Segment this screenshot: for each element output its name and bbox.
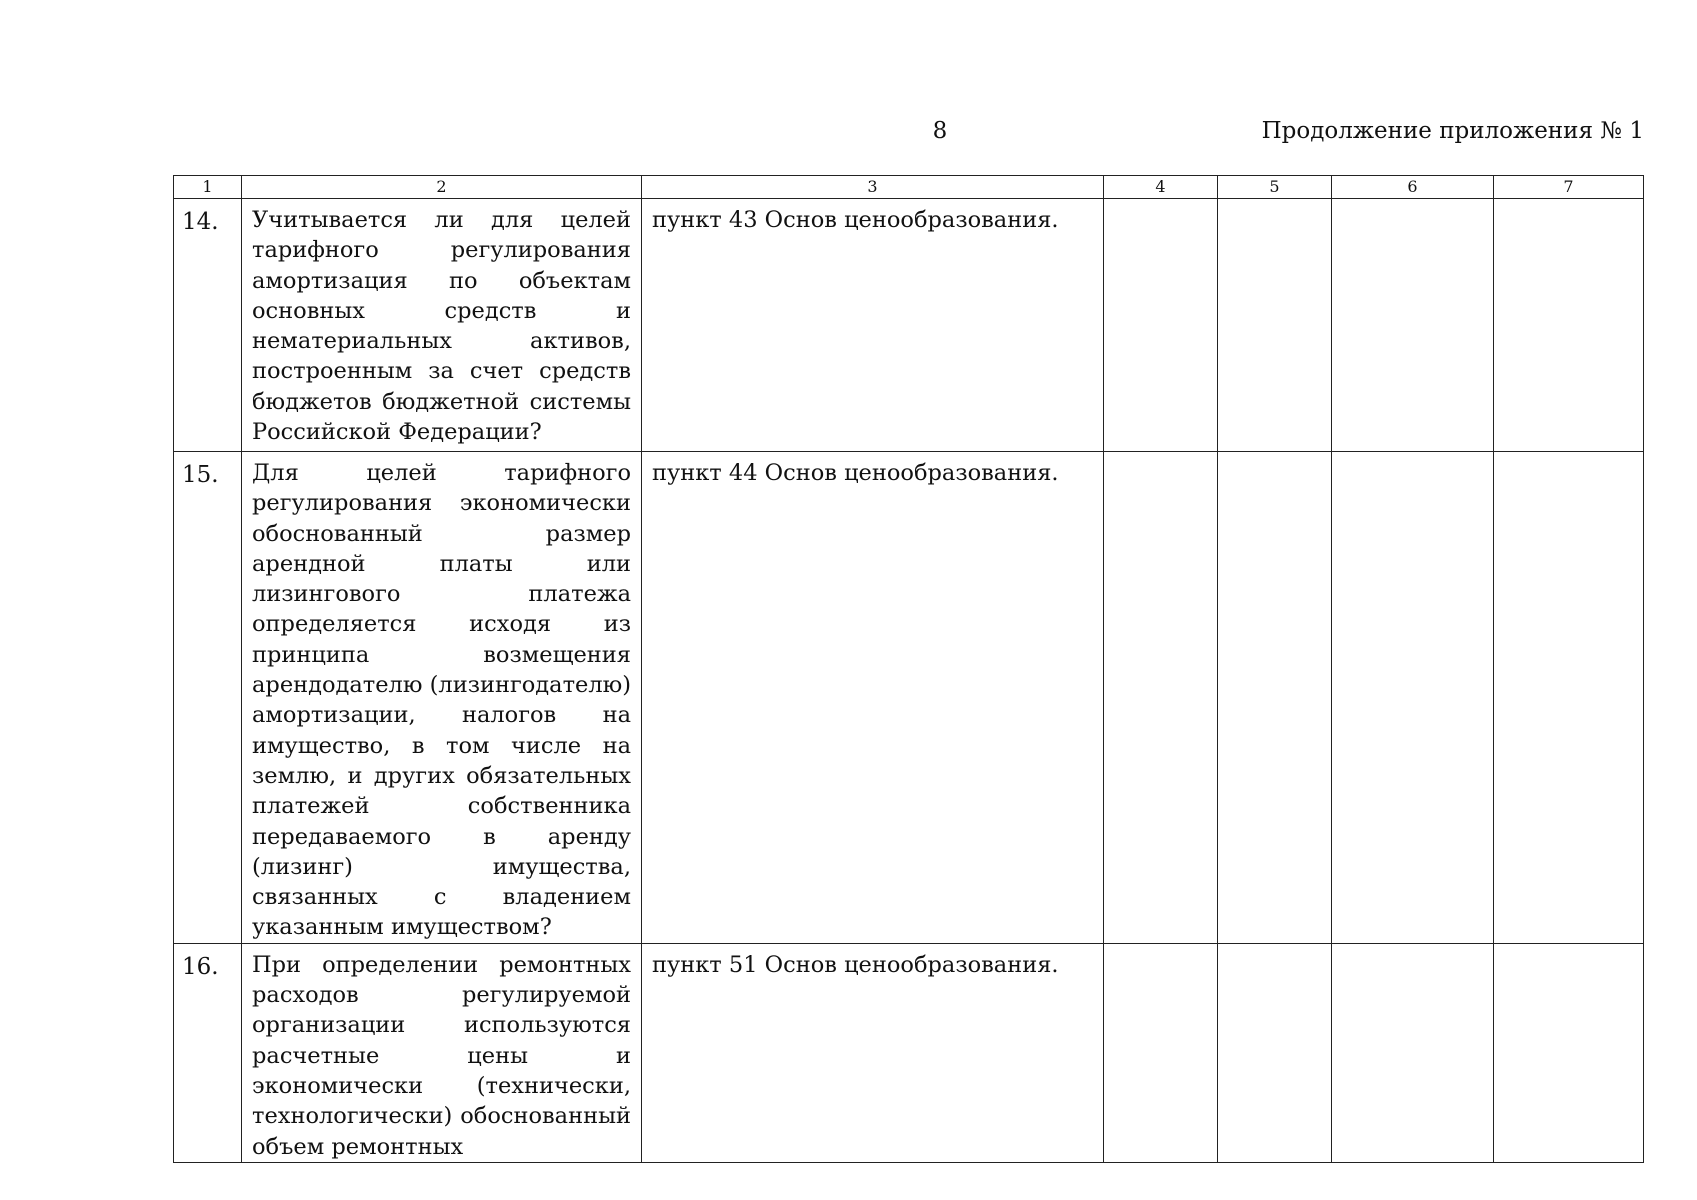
legal-reference: пункт 44 Основ ценообразования. [642,452,1104,944]
row-number: 15. [174,452,242,944]
legal-reference: пункт 51 Основ ценообразования. [642,943,1104,1162]
page-number: 8 [932,118,948,144]
column-header-4: 4 [1104,176,1218,199]
column-header-3: 3 [642,176,1104,199]
legal-reference: пункт 43 Основ ценообразования. [642,199,1104,452]
row-number: 14. [174,199,242,452]
question-text: При определении ремонтных расходов регулируемой организации используются расчетные цены и экономически (технически, технологически) обоснованный объем ремонтных [242,943,642,1162]
table-row [174,199,1644,452]
empty-cell [1332,943,1494,1162]
column-header-7: 7 [1494,176,1644,199]
empty-cell [1332,199,1494,452]
checklist-table [173,175,1644,1163]
question-text: Для целей тарифного регулирования экономически обоснованный размер арендной платы или лизингового платежа определяется исходя из принципа возмещения арендодателю (лизингодателю) амортизации, налогов на имущество, в том числе на землю, и других обязательных платежей собственника передаваемого в аренду (лизинг) имущества, связанных с владением указанным имуществом? [242,452,642,944]
empty-cell [1494,452,1644,944]
column-header-2: 2 [242,176,642,199]
continuation-label: Продолжение приложения № 1 [1261,118,1644,144]
empty-cell [1494,943,1644,1162]
table-row [174,943,1644,1162]
empty-cell [1104,943,1218,1162]
empty-cell [1332,452,1494,944]
column-header-1: 1 [174,176,242,199]
table-row [174,452,1644,944]
column-header-6: 6 [1332,176,1494,199]
empty-cell [1218,943,1332,1162]
question-text: Учитывается ли для целей тарифного регулирования амортизация по объектам основных средств и нематериальных активов, построенным за счет средств бюджетов бюджетной системы Российской Федерации? [242,199,642,452]
empty-cell [1494,199,1644,452]
empty-cell [1218,452,1332,944]
column-number-row [174,176,1644,199]
empty-cell [1104,452,1218,944]
empty-cell [1104,199,1218,452]
column-header-5: 5 [1218,176,1332,199]
row-number: 16. [174,943,242,1162]
empty-cell [1218,199,1332,452]
